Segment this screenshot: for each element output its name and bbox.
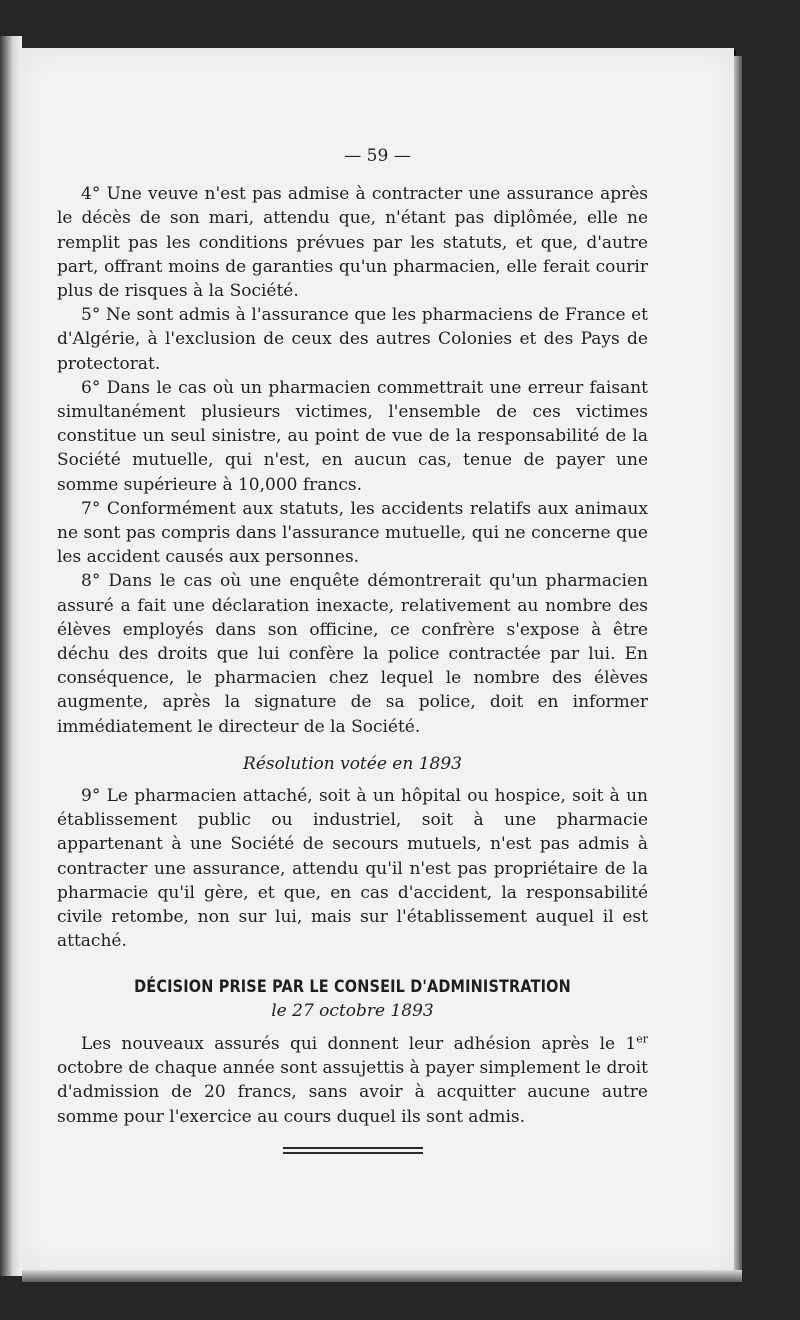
paragraph-4: 4° Une veuve n'est pas admise à contracter une assurance après le décès de son mari, attendu que, n'étant pas diplômée, elle ne remplit pas les conditions prévues par les statuts, et que, d'autre part, offrant moins de garanties qu'un pharmacien, elle ferait courir plus de risques à la Société. [57,184,648,302]
page-right-edge [734,56,742,1272]
page-bottom-edge [22,1270,742,1282]
ordinal-superscript: er [636,1032,648,1046]
decision-paragraph [57,1032,648,1129]
decision-text-start: Les nouveaux assurés qui donnent leur adhésion après le 1 [81,1033,637,1054]
resolution-heading: Résolution votée en 1893 [243,753,462,774]
decision-title: DÉCISION PRISE PAR LE CONSEIL D'ADMINISTRATION [134,976,571,997]
paragraph-8: 8° Dans le cas où une enquête démontrerait qu'un pharmacien assuré a fait une déclaration inexacte, relativement au nombre des élèves employés dans son officine, ce confrère s'expose à être déchu des droits que lui confère la police contractée par lui. En conséquence, le pharmacien chez lequel le nombre des élèves augmente, après la signature de sa police, doit en informer immédiatement le directeur de la Société. [57,571,648,737]
page-number: — 59 — [344,146,411,166]
closing-double-rule [283,1147,423,1154]
paragraph-7: 7° Conformément aux statuts, les accidents relatifs aux animaux ne sont pas compris dans l'assurance mutuelle, qui ne concerne que les accident causés aux personnes. [57,498,648,568]
paragraph-9: 9° Le pharmacien attaché, soit à un hôpital ou hospice, soit à un établissement public ou industriel, soit à une pharmacie appartenant à une Société de secours mutuels, n'est pas admis à contracter une assurance, attendu qu'il n'est pas propriétaire de la pharmacie qu'il gère, et que, en cas d'accident, la responsabilité civile retombe, non sur lui, mais sur l'établissement auquel il est attaché. [57,786,648,952]
paragraph-5: 5° Ne sont admis à l'assurance que les pharmaciens de France et d'Algérie, à l'exclusion de ceux des autres Colonies et des Pays de protectorat. [57,305,648,374]
decision-text-end: octobre de chaque année sont assujettis à payer simplement le droit d'admission de 20 francs, sans avoir à acquitter aucune autre somme pour l'exercice au cours duquel ils sont admis. [57,1058,648,1127]
rule-line-bottom [283,1152,423,1154]
paragraph-6: 6° Dans le cas où un pharmacien commettrait une erreur faisant simultanément plusieurs victimes, l'ensemble de ces victimes constitue un seul sinistre, au point de vue de la responsabilité de la Société mutuelle, qui n'est, en aucun cas, tenue de payer une somme supérieure à 10,000 francs. [57,377,648,495]
decision-date: le 27 octobre 1893 [271,1000,434,1021]
previous-page-edge [0,36,22,1276]
rule-line-top [283,1147,423,1149]
page-content [57,100,648,1157]
